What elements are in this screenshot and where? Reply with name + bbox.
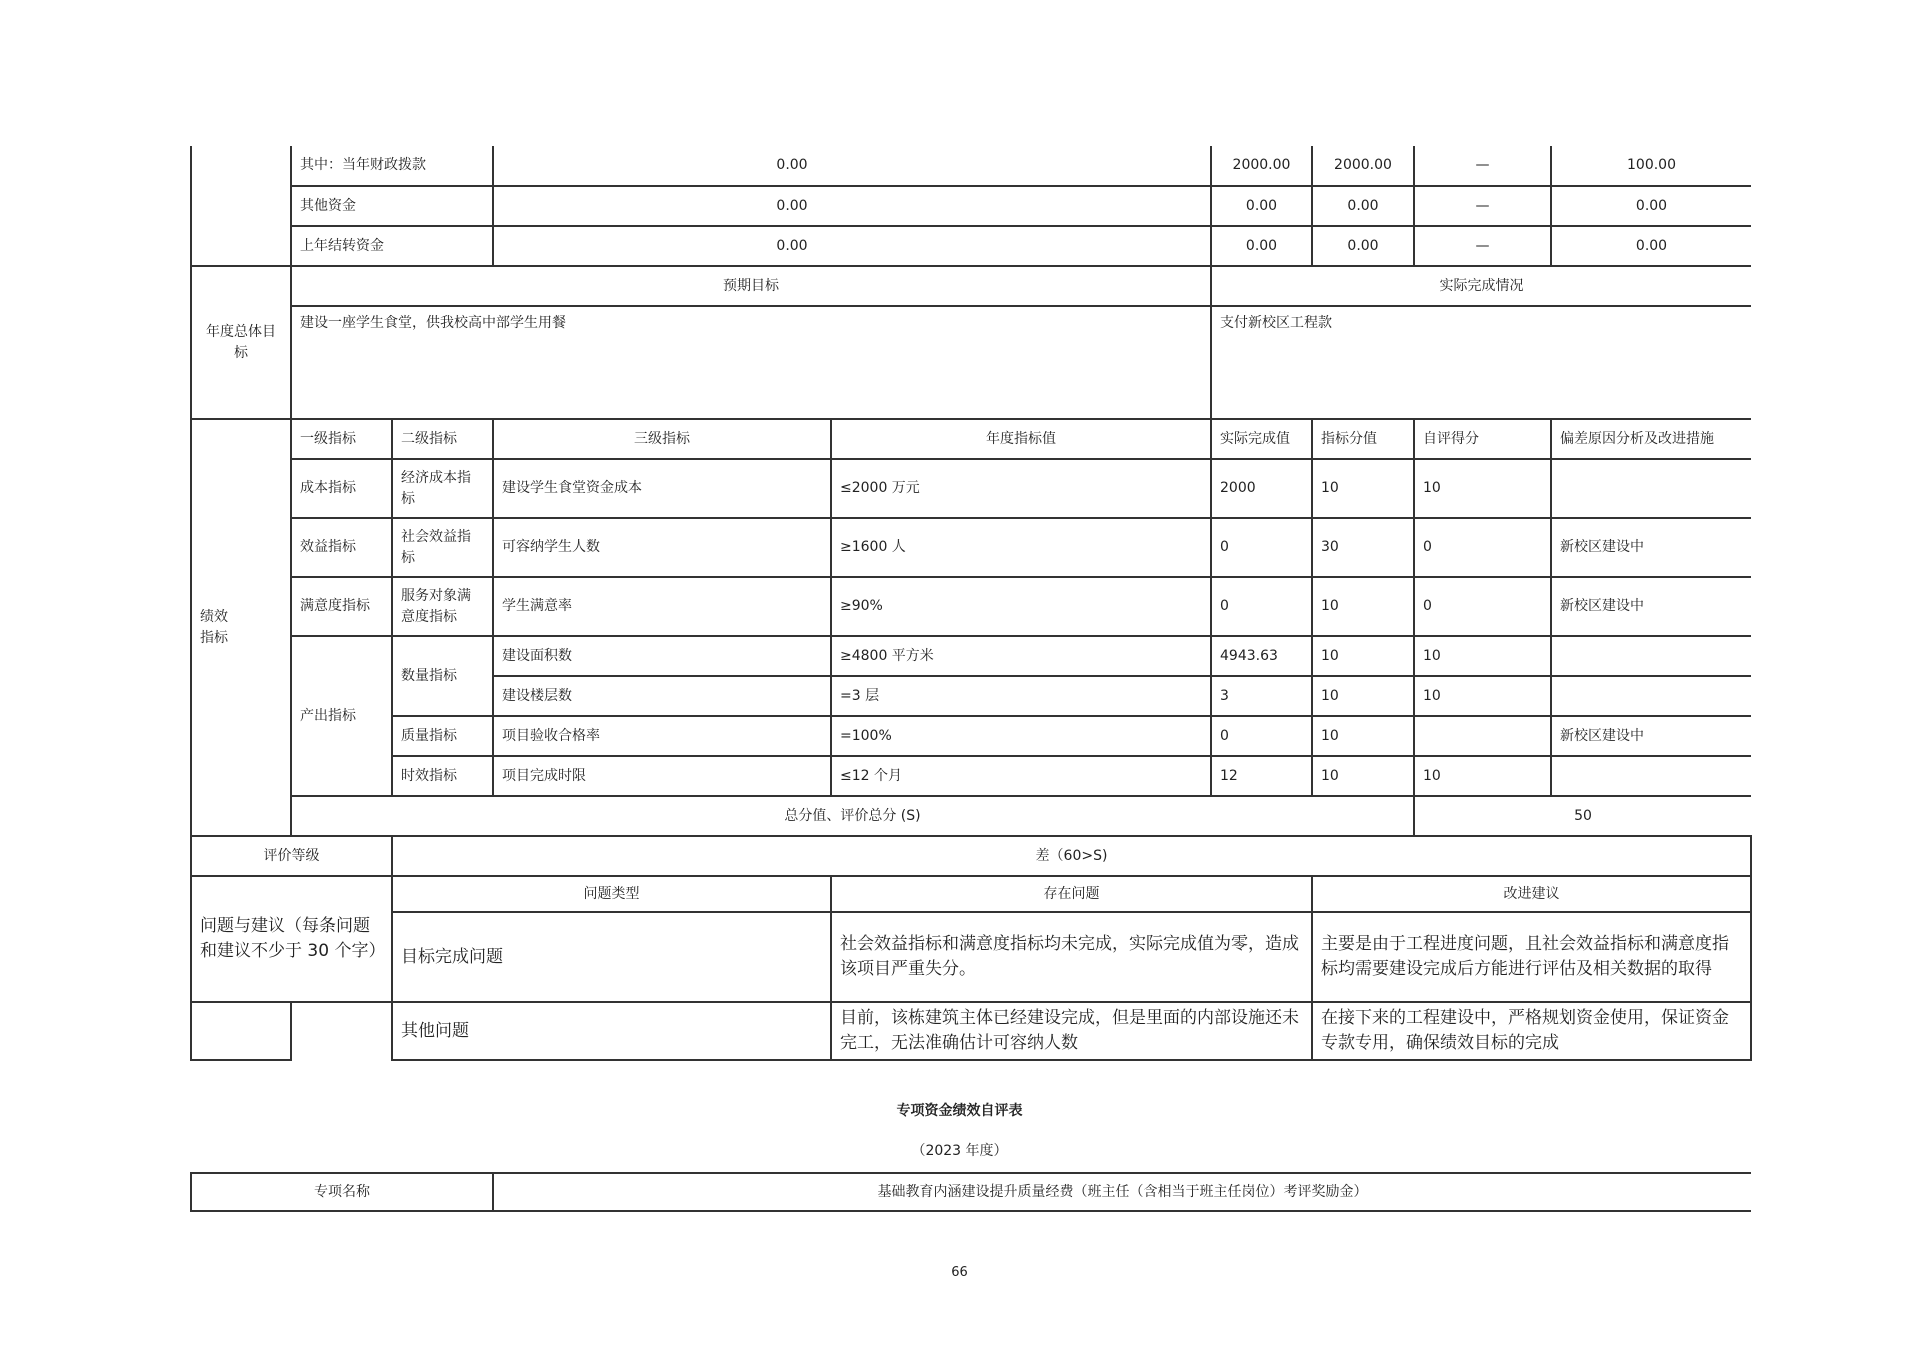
- issues-header-row: [191, 876, 1751, 912]
- note-acceptance: 新校区建设中: [1551, 716, 1751, 756]
- funds-value: 2000.00: [1312, 146, 1414, 186]
- header-self-score: 自评得分: [1414, 419, 1551, 459]
- score-area: 10: [1414, 636, 1551, 676]
- score-benefit: 0: [1414, 518, 1551, 577]
- level2-quality: 质量指标: [392, 716, 493, 756]
- indicator-header-row: [191, 419, 1751, 459]
- funds-value: 0.00: [493, 146, 1211, 186]
- actual-deadline: 12: [1211, 756, 1312, 796]
- note-cost: [1551, 459, 1751, 518]
- header-level2: 二级指标: [392, 419, 493, 459]
- performance-label: 绩效指标: [191, 419, 291, 836]
- funds-value: 0.00: [493, 186, 1211, 226]
- target-benefit: ≥1600 人: [831, 518, 1211, 577]
- level3-deadline: 项目完成时限: [493, 756, 831, 796]
- funds-value: 2000.00: [1211, 146, 1312, 186]
- issues-blank-cell: [291, 1002, 392, 1060]
- goal-text-row: [191, 306, 1751, 419]
- target-cost: ≤2000 万元: [831, 459, 1211, 518]
- funds-value: —: [1414, 146, 1551, 186]
- next-table: [190, 1172, 1751, 1212]
- level1-satisfaction: 满意度指标: [291, 577, 392, 636]
- header-level1: 一级指标: [291, 419, 392, 459]
- level3-cost: 建设学生食堂资金成本: [493, 459, 831, 518]
- note-floors: [1551, 676, 1751, 716]
- annual-goal-label: 年度总体目标: [191, 266, 291, 419]
- funds-value: —: [1414, 226, 1551, 266]
- next-table-name-row: [191, 1173, 1751, 1211]
- target-floors: =3 层: [831, 676, 1211, 716]
- issue-type: 目标完成问题: [392, 912, 831, 1002]
- total-value: 50: [1414, 796, 1751, 836]
- goal-header-row: [191, 266, 1751, 306]
- next-table-title: 专项资金绩效自评表: [896, 1103, 1023, 1119]
- performance-table: [190, 146, 1751, 1061]
- actual-floors: 3: [1211, 676, 1312, 716]
- issue-type-header: 问题类型: [392, 876, 831, 912]
- weight-area: 10: [1312, 636, 1414, 676]
- weight-cost: 10: [1312, 459, 1414, 518]
- issue-row: [191, 1002, 1751, 1060]
- level2-benefit: 社会效益指标: [392, 518, 493, 577]
- weight-floors: 10: [1312, 676, 1414, 716]
- funds-value: 0.00: [1312, 226, 1414, 266]
- actual-benefit: 0: [1211, 518, 1312, 577]
- funds-row-label: 其中：当年财政拨款: [291, 146, 493, 186]
- level3-floors: 建设楼层数: [493, 676, 831, 716]
- header-deviation: 偏差原因分析及改进措施: [1551, 419, 1751, 459]
- funds-value: 0.00: [1551, 226, 1751, 266]
- level1-cost: 成本指标: [291, 459, 392, 518]
- actual-goal-text: 支付新校区工程款: [1211, 306, 1751, 419]
- issue-problem: 目前，该栋建筑主体已经建设完成，但是里面的内部设施还未完工，无法准确估计可容纳人数: [831, 1002, 1312, 1060]
- actual-cost: 2000: [1211, 459, 1312, 518]
- page-number: 66: [951, 1265, 968, 1280]
- actual-goal-header: 实际完成情况: [1211, 266, 1751, 306]
- weight-benefit: 30: [1312, 518, 1414, 577]
- indicator-row-cost: [191, 459, 1751, 518]
- target-area: ≥4800 平方米: [831, 636, 1211, 676]
- target-satisfaction: ≥90%: [831, 577, 1211, 636]
- score-deadline: 10: [1414, 756, 1551, 796]
- funds-value: 0.00: [1211, 186, 1312, 226]
- funds-value: 0.00: [1551, 186, 1751, 226]
- note-deadline: [1551, 756, 1751, 796]
- funds-value: —: [1414, 186, 1551, 226]
- indicator-row-area: [191, 636, 1751, 676]
- next-table-year: （2023 年度）: [911, 1143, 1008, 1159]
- score-satisfaction: 0: [1414, 577, 1551, 636]
- level3-area: 建设面积数: [493, 636, 831, 676]
- weight-deadline: 10: [1312, 756, 1414, 796]
- target-deadline: ≤12 个月: [831, 756, 1211, 796]
- funds-value: 0.00: [1211, 226, 1312, 266]
- level3-benefit: 可容纳学生人数: [493, 518, 831, 577]
- special-name-label: 专项名称: [191, 1173, 493, 1211]
- funds-value: 0.00: [493, 226, 1211, 266]
- level2-cost: 经济成本指标: [392, 459, 493, 518]
- actual-satisfaction: 0: [1211, 577, 1312, 636]
- expected-goal-header: 预期目标: [291, 266, 1211, 306]
- issue-advice-header: 改进建议: [1312, 876, 1751, 912]
- total-label: 总分值、评价总分 (S): [291, 796, 1414, 836]
- rating-label: 评价等级: [191, 836, 392, 876]
- weight-acceptance: 10: [1312, 716, 1414, 756]
- total-row: [191, 796, 1751, 836]
- indicator-row-benefit: [191, 518, 1751, 577]
- rating-value: 差（60>S): [392, 836, 1751, 876]
- funds-value: 100.00: [1551, 146, 1751, 186]
- note-benefit: 新校区建设中: [1551, 518, 1751, 577]
- issues-label: 问题与建议（每条问题和建议不少于 30 个字）: [191, 876, 392, 1002]
- header-annual-value: 年度指标值: [831, 419, 1211, 459]
- level2-satisfaction: 服务对象满意度指标: [392, 577, 493, 636]
- score-floors: 10: [1414, 676, 1551, 716]
- header-actual-value: 实际完成值: [1211, 419, 1312, 459]
- expected-goal-text: 建设一座学生食堂，供我校高中部学生用餐: [291, 306, 1211, 419]
- funds-row-label: 上年结转资金: [291, 226, 493, 266]
- indicator-row-deadline: [191, 756, 1751, 796]
- actual-acceptance: 0: [1211, 716, 1312, 756]
- funds-row: [191, 186, 1751, 226]
- score-acceptance: [1414, 716, 1551, 756]
- special-name-value: 基础教育内涵建设提升质量经费（班主任（含相当于班主任岗位）考评奖励金）: [493, 1173, 1751, 1211]
- issue-problem-header: 存在问题: [831, 876, 1312, 912]
- level2-quantity: 数量指标: [392, 636, 493, 716]
- funds-row-label: 其他资金: [291, 186, 493, 226]
- issue-type: 其他问题: [392, 1002, 831, 1060]
- funds-label-cell: [191, 146, 291, 266]
- issue-problem: 社会效益指标和满意度指标均未完成，实际完成值为零，造成该项目严重失分。: [831, 912, 1312, 1002]
- level1-output: 产出指标: [291, 636, 392, 796]
- rating-row: [191, 836, 1751, 876]
- level1-benefit: 效益指标: [291, 518, 392, 577]
- level2-time: 时效指标: [392, 756, 493, 796]
- funds-row: [191, 226, 1751, 266]
- note-satisfaction: 新校区建设中: [1551, 577, 1751, 636]
- note-area: [1551, 636, 1751, 676]
- issues-blank-cell: [191, 1002, 291, 1060]
- indicator-row-acceptance: [191, 716, 1751, 756]
- funds-row: [191, 146, 1751, 186]
- header-level3: 三级指标: [493, 419, 831, 459]
- score-cost: 10: [1414, 459, 1551, 518]
- actual-area: 4943.63: [1211, 636, 1312, 676]
- target-acceptance: =100%: [831, 716, 1211, 756]
- level3-acceptance: 项目验收合格率: [493, 716, 831, 756]
- issue-row: [191, 912, 1751, 1002]
- header-score-value: 指标分值: [1312, 419, 1414, 459]
- indicator-row-satisfaction: [191, 577, 1751, 636]
- issue-advice: 在接下来的工程建设中，严格规划资金使用，保证资金专款专用，确保绩效目标的完成: [1312, 1002, 1751, 1060]
- level3-satisfaction: 学生满意率: [493, 577, 831, 636]
- funds-value: 0.00: [1312, 186, 1414, 226]
- weight-satisfaction: 10: [1312, 577, 1414, 636]
- issue-advice: 主要是由于工程进度问题，且社会效益指标和满意度指标均需要建设完成后方能进行评估及相关数据的取得: [1312, 912, 1751, 1002]
